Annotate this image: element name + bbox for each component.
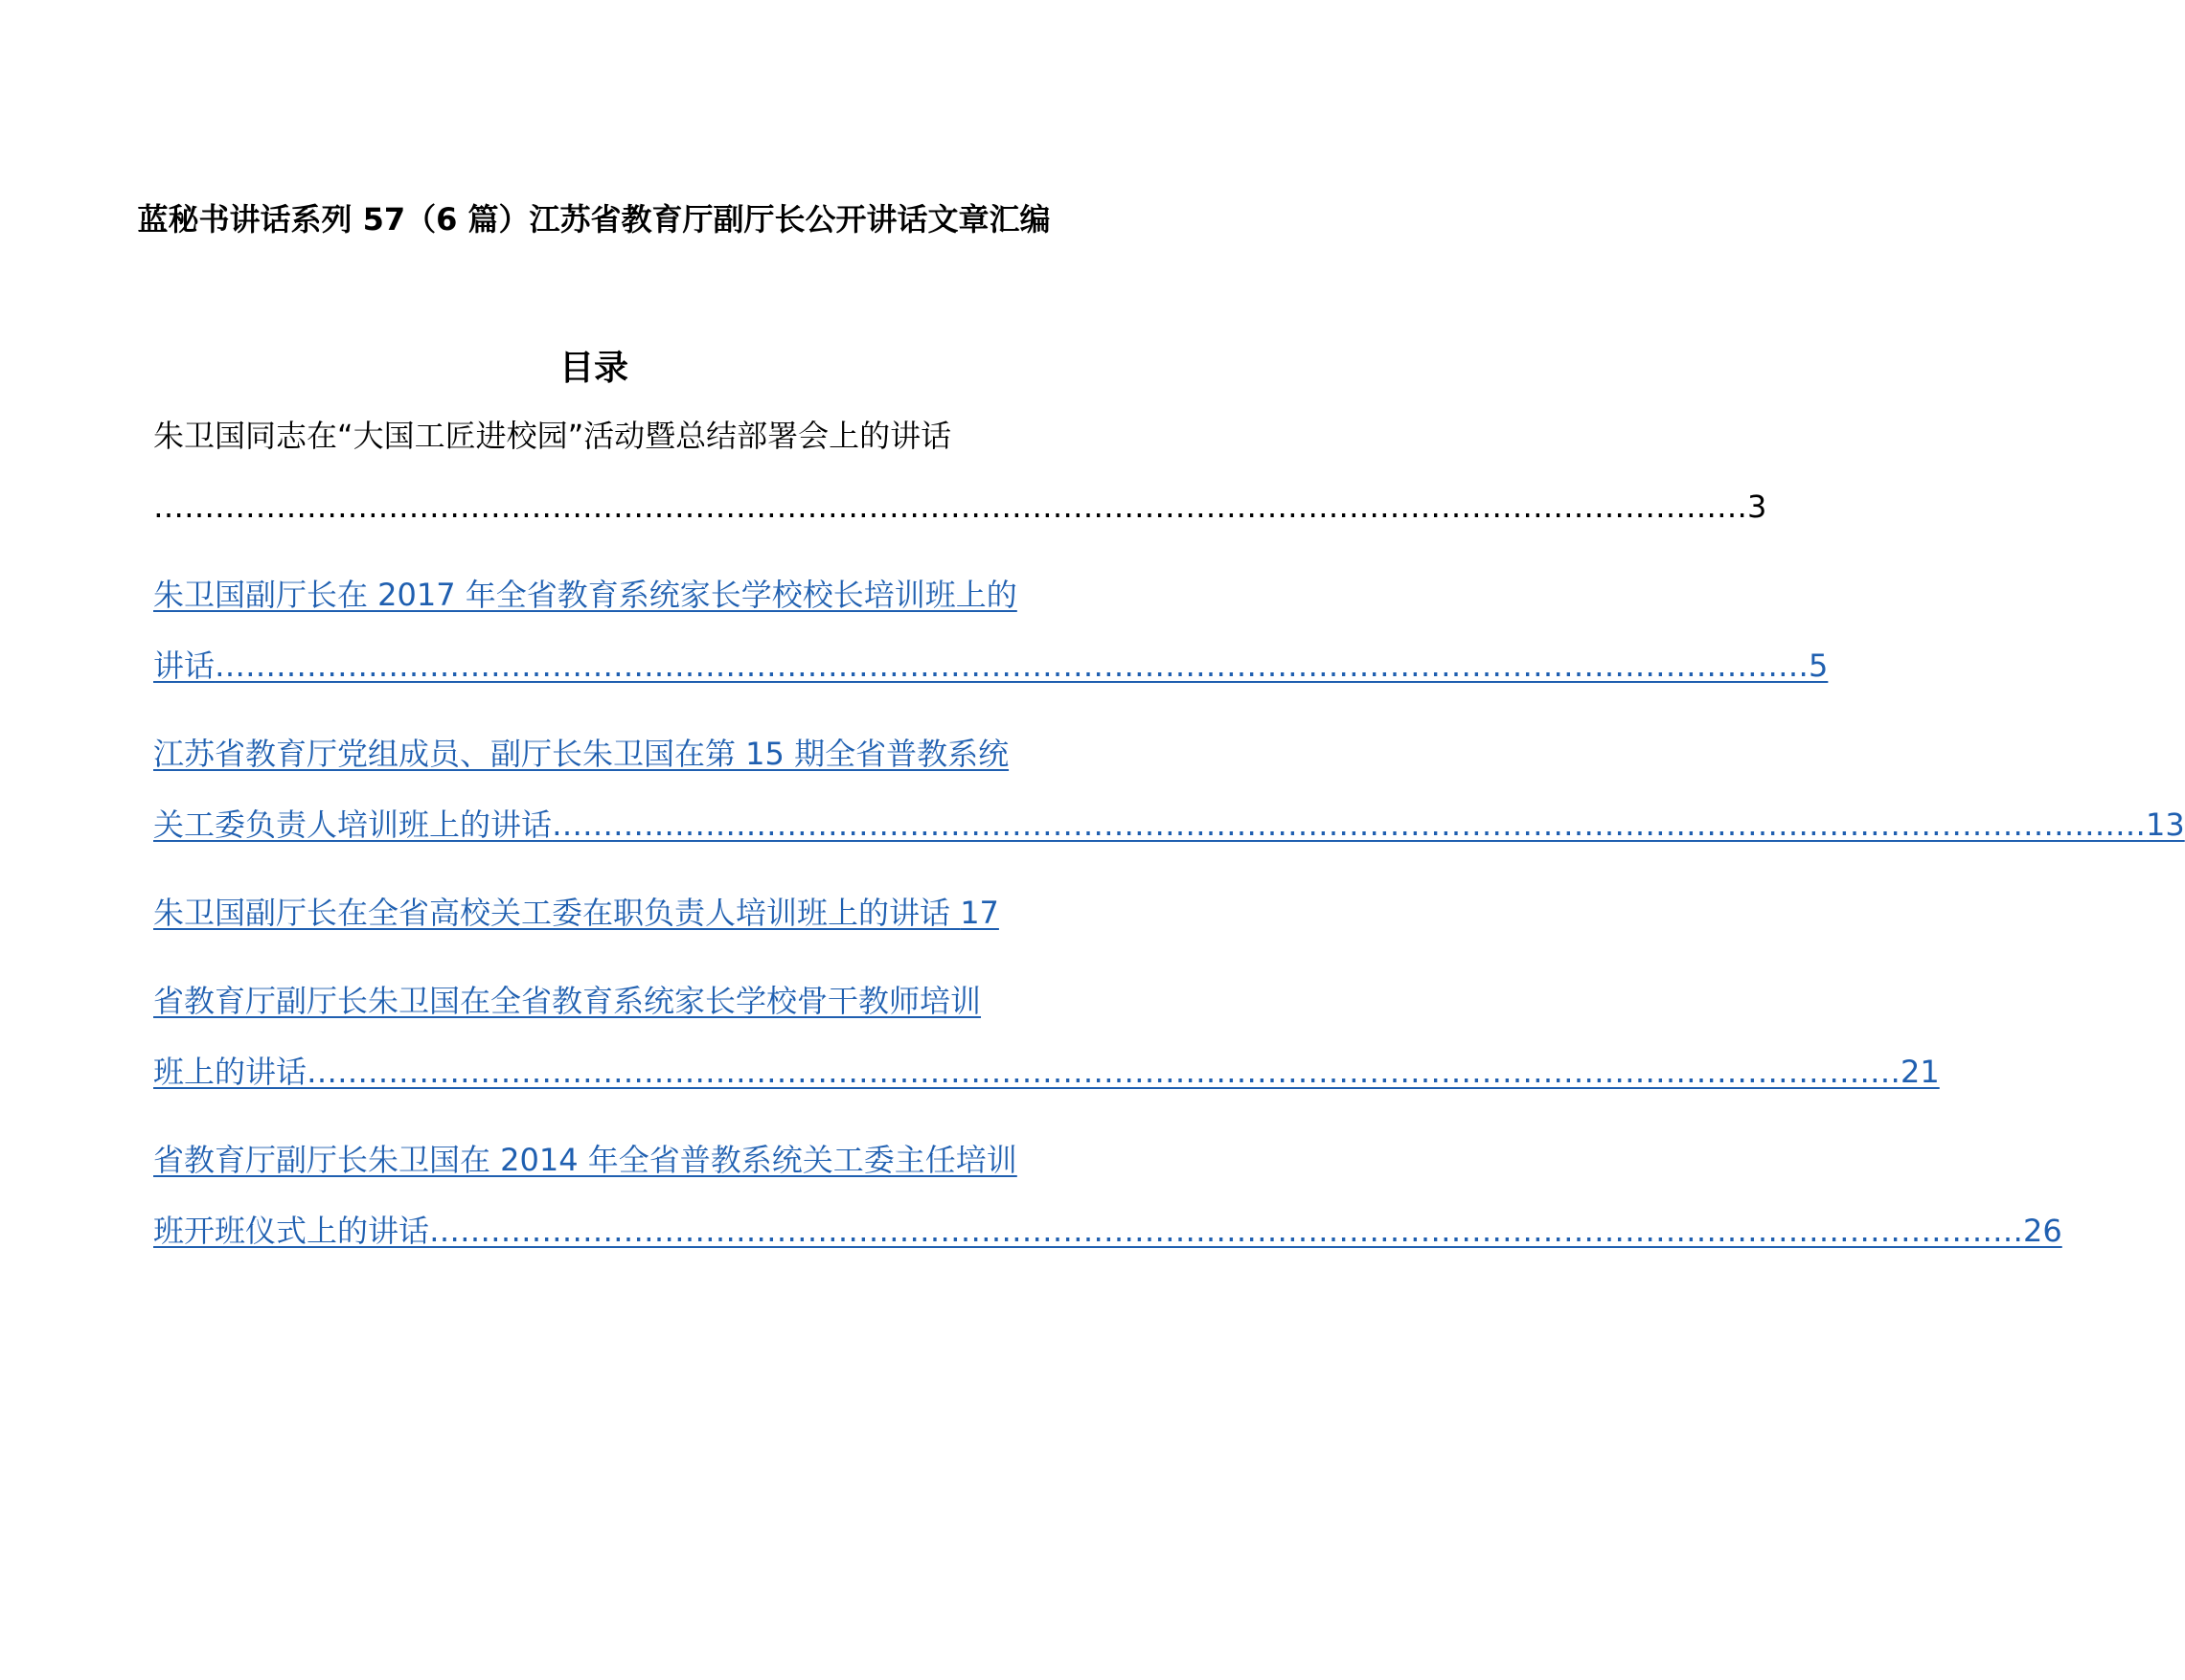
toc-entry-2[interactable] [153, 559, 1829, 701]
toc-entry-line2: 班上的讲话 ………………………………………………………………………………………………………………………………………… 21 [153, 1036, 975, 1107]
toc-entry-6[interactable] [153, 1124, 2062, 1266]
toc-entry-3[interactable] [153, 718, 2185, 860]
toc-entry-title: 省教育厅副厅长朱卫国在 2014 年全省普教系统关工委主任培训 [153, 1142, 1017, 1178]
toc-entry-4[interactable] [153, 877, 1054, 948]
toc-page-number: 21 [1900, 1054, 1940, 1090]
toc-entry-line2: 关工委负责人培训班上的讲话 ………………………………………………………………………………………………………………………………………… 13 [153, 789, 975, 860]
toc-page-number: 13 [2146, 806, 2185, 843]
toc-entry-title: 朱卫国副厅长在全省高校关工委在职负责人培训班上的讲话 17 [153, 895, 999, 931]
toc-page-number: 5 [1809, 647, 1829, 684]
toc-heading: 目录 [558, 349, 628, 388]
toc-entry-title: 朱卫国副厅长在 2017 年全省教育系统家长学校校长培训班上的 [153, 577, 1017, 613]
toc-entry-line2: 讲话 ………………………………………………………………………………………………………………………………………… 5 [153, 630, 975, 701]
table-of-contents [153, 400, 2185, 1283]
toc-entry-title: 省教育厅副厅长朱卫国在全省教育系统家长学校骨干教师培训 [153, 983, 982, 1019]
toc-entry-title: 朱卫国同志在“大国工匠进校园”活动暨总结部署会上的讲话 [153, 418, 952, 454]
toc-page-number: 26 [2023, 1213, 2062, 1249]
toc-page-number: 3 [1747, 488, 1767, 525]
toc-entry-line2: 班开班仪式上的讲话 ………………………………………………………………………………………………………………………………………… 26 [153, 1195, 975, 1266]
toc-entry-5[interactable] [153, 965, 1940, 1107]
toc-page-number: 17 [960, 895, 999, 931]
toc-entry-line2: ………………………………………………………………………………………………………………………………………… 3 [153, 471, 975, 542]
toc-entry-1[interactable] [153, 400, 1767, 542]
document-title: 蓝秘书讲话系列 57（6 篇）江苏省教育厅副厅长公开讲话文章汇编 [137, 201, 1051, 238]
toc-entry-title: 江苏省教育厅党组成员、副厅长朱卫国在第 15 期全省普教系统 [153, 736, 1010, 772]
